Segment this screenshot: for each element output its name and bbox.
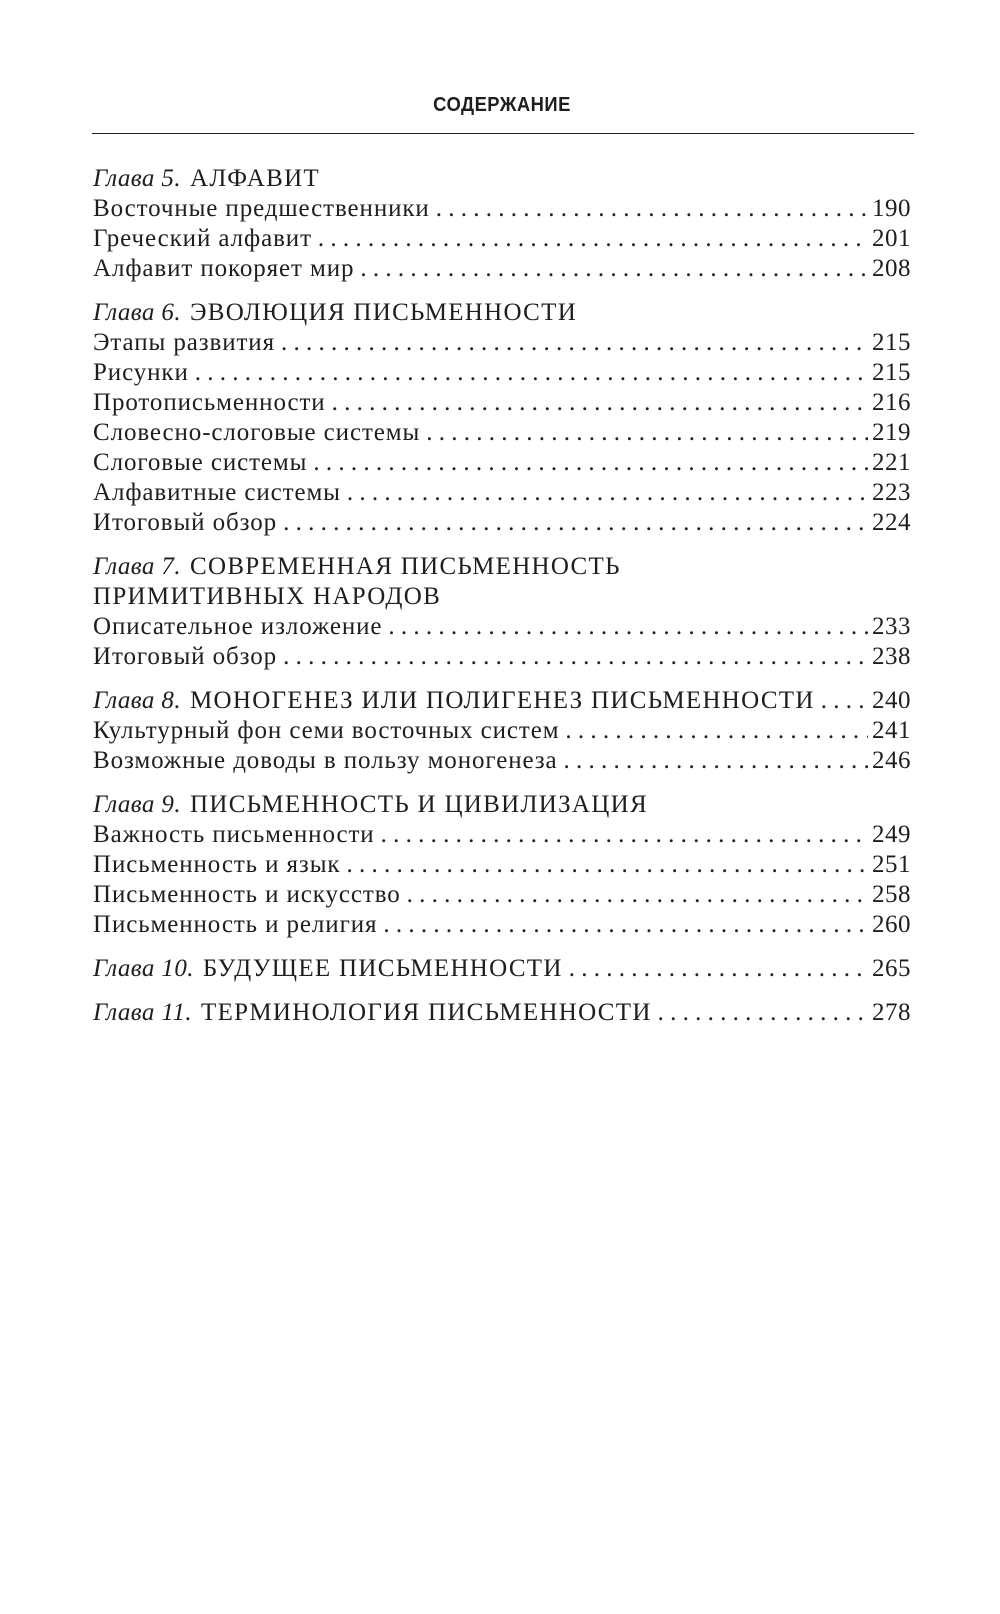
chapter-label: Глава 5. — [93, 165, 181, 192]
chapter-heading[interactable] — [93, 954, 911, 984]
dot-leader — [283, 508, 868, 538]
dot-leader — [564, 746, 868, 776]
dot-leader — [283, 642, 868, 672]
dot-leader — [318, 224, 868, 254]
entry-title: Письменность и искусство — [93, 881, 401, 908]
page-number: 224 — [872, 509, 911, 536]
entry-title: Итоговый обзор — [93, 509, 278, 536]
chapter-title: АЛФАВИТ — [189, 165, 320, 192]
running-head: СОДЕРЖАНИЕ — [433, 94, 571, 116]
entry-title: Алфавит покоряет мир — [93, 255, 355, 282]
page-number: 233 — [872, 613, 911, 640]
dot-leader — [347, 478, 868, 508]
toc-entry[interactable] — [93, 448, 911, 478]
page-number: 190 — [872, 195, 911, 222]
chapter-heading[interactable] — [93, 686, 911, 716]
dot-leader — [360, 254, 868, 284]
entry-title: Восточные предшественники — [93, 195, 430, 222]
toc-entry[interactable] — [93, 224, 911, 254]
dot-leader — [332, 388, 868, 418]
chapter-5 — [93, 164, 911, 284]
dot-leader — [565, 716, 868, 746]
chapter-title-continuation: ПРИМИТИВНЫХ НАРОДОВ — [93, 583, 442, 610]
entry-title: Протописьменности — [93, 389, 326, 416]
toc-entry[interactable] — [93, 642, 911, 672]
chapter-9 — [93, 790, 911, 940]
dot-leader — [313, 448, 868, 478]
chapter-heading — [93, 164, 911, 194]
chapter-label: Глава 10. — [93, 955, 194, 982]
page-number: 240 — [872, 687, 911, 714]
page-number: 249 — [872, 821, 911, 848]
page-number: 258 — [872, 881, 911, 908]
page-number: 216 — [872, 389, 911, 416]
entry-title: Словесно-слоговые системы — [93, 419, 421, 446]
chapter-heading-text — [93, 954, 563, 984]
page-number: 221 — [872, 449, 911, 476]
dot-leader — [381, 820, 868, 850]
entry-title: Слоговые системы — [93, 449, 308, 476]
chapter-title: БУДУЩЕЕ ПИСЬМЕННОСТИ — [202, 955, 563, 982]
dot-leader — [383, 910, 868, 940]
chapter-title: ЭВОЛЮЦИЯ ПИСЬМЕННОСТИ — [189, 299, 578, 326]
toc-entry[interactable] — [93, 478, 911, 508]
page-number: 201 — [872, 225, 911, 252]
chapter-10 — [93, 954, 911, 984]
page-number: 215 — [872, 329, 911, 356]
entry-title: Рисунки — [93, 359, 189, 386]
page-number: 241 — [872, 717, 911, 744]
page-number: 278 — [872, 999, 911, 1026]
toc-entry[interactable] — [93, 254, 911, 284]
entry-title: Алфавитные системы — [93, 479, 341, 506]
chapter-6 — [93, 298, 911, 538]
toc-entry[interactable] — [93, 358, 911, 388]
chapter-title: СОВРЕМЕННАЯ ПИСЬМЕННОСТЬ — [189, 553, 621, 580]
chapter-heading — [93, 552, 911, 582]
toc-entry[interactable] — [93, 328, 911, 358]
toc-entry[interactable] — [93, 508, 911, 538]
toc-entry[interactable] — [93, 418, 911, 448]
entry-title: Возможные доводы в пользу моногенеза — [93, 747, 558, 774]
chapter-11 — [93, 998, 911, 1028]
dot-leader — [281, 328, 868, 358]
chapter-label: Глава 7. — [93, 553, 181, 580]
chapter-heading[interactable] — [93, 998, 911, 1028]
dot-leader — [346, 850, 868, 880]
chapter-8 — [93, 686, 911, 776]
entry-title: Важность письменности — [93, 821, 375, 848]
page-number: 251 — [872, 851, 911, 878]
dot-leader — [195, 358, 868, 388]
entry-title: Письменность и религия — [93, 911, 378, 938]
page-number: 208 — [872, 255, 911, 282]
page-number: 246 — [872, 747, 911, 774]
chapter-heading-text — [93, 686, 815, 716]
entry-title: Греческий алфавит — [93, 225, 312, 252]
chapter-title: МОНОГЕНЕЗ ИЛИ ПОЛИГЕНЕЗ ПИСЬМЕННОСТИ — [189, 687, 815, 714]
toc-entry[interactable] — [93, 910, 911, 940]
page-number: 219 — [872, 419, 911, 446]
page-number: 265 — [872, 955, 911, 982]
toc-entry[interactable] — [93, 820, 911, 850]
entry-title: Описательное изложение — [93, 613, 383, 640]
page-number: 223 — [872, 479, 911, 506]
chapter-title: ТЕРМИНОЛОГИЯ ПИСЬМЕННОСТИ — [201, 999, 652, 1026]
toc-entry[interactable] — [93, 746, 911, 776]
toc-entry[interactable] — [93, 880, 911, 910]
dot-leader — [821, 686, 868, 716]
entry-title: Итоговый обзор — [93, 643, 278, 670]
dot-leader — [388, 612, 868, 642]
chapter-title: ПИСЬМЕННОСТЬ И ЦИВИЛИЗАЦИЯ — [189, 791, 648, 818]
page-number: 260 — [872, 911, 911, 938]
table-of-contents — [93, 164, 911, 1042]
chapter-label: Глава 11. — [93, 999, 193, 1026]
toc-entry[interactable] — [93, 194, 911, 224]
toc-entry[interactable] — [93, 388, 911, 418]
chapter-heading — [93, 298, 911, 328]
toc-entry[interactable] — [93, 716, 911, 746]
chapter-7 — [93, 552, 911, 672]
dot-leader — [407, 880, 868, 910]
toc-entry[interactable] — [93, 850, 911, 880]
chapter-heading — [93, 790, 911, 820]
dot-leader — [436, 194, 868, 224]
toc-entry[interactable] — [93, 612, 911, 642]
dot-leader — [658, 998, 868, 1028]
page-number: 238 — [872, 643, 911, 670]
page-number: 215 — [872, 359, 911, 386]
entry-title: Письменность и язык — [93, 851, 341, 878]
chapter-label: Глава 6. — [93, 299, 181, 326]
entry-title: Этапы развития — [93, 329, 275, 356]
dot-leader — [426, 418, 868, 448]
chapter-heading-text — [93, 998, 652, 1028]
chapter-label: Глава 9. — [93, 791, 181, 818]
chapter-label: Глава 8. — [93, 687, 181, 714]
header-rule — [92, 133, 914, 134]
dot-leader — [569, 954, 868, 984]
entry-title: Культурный фон семи восточных систем — [93, 717, 560, 744]
